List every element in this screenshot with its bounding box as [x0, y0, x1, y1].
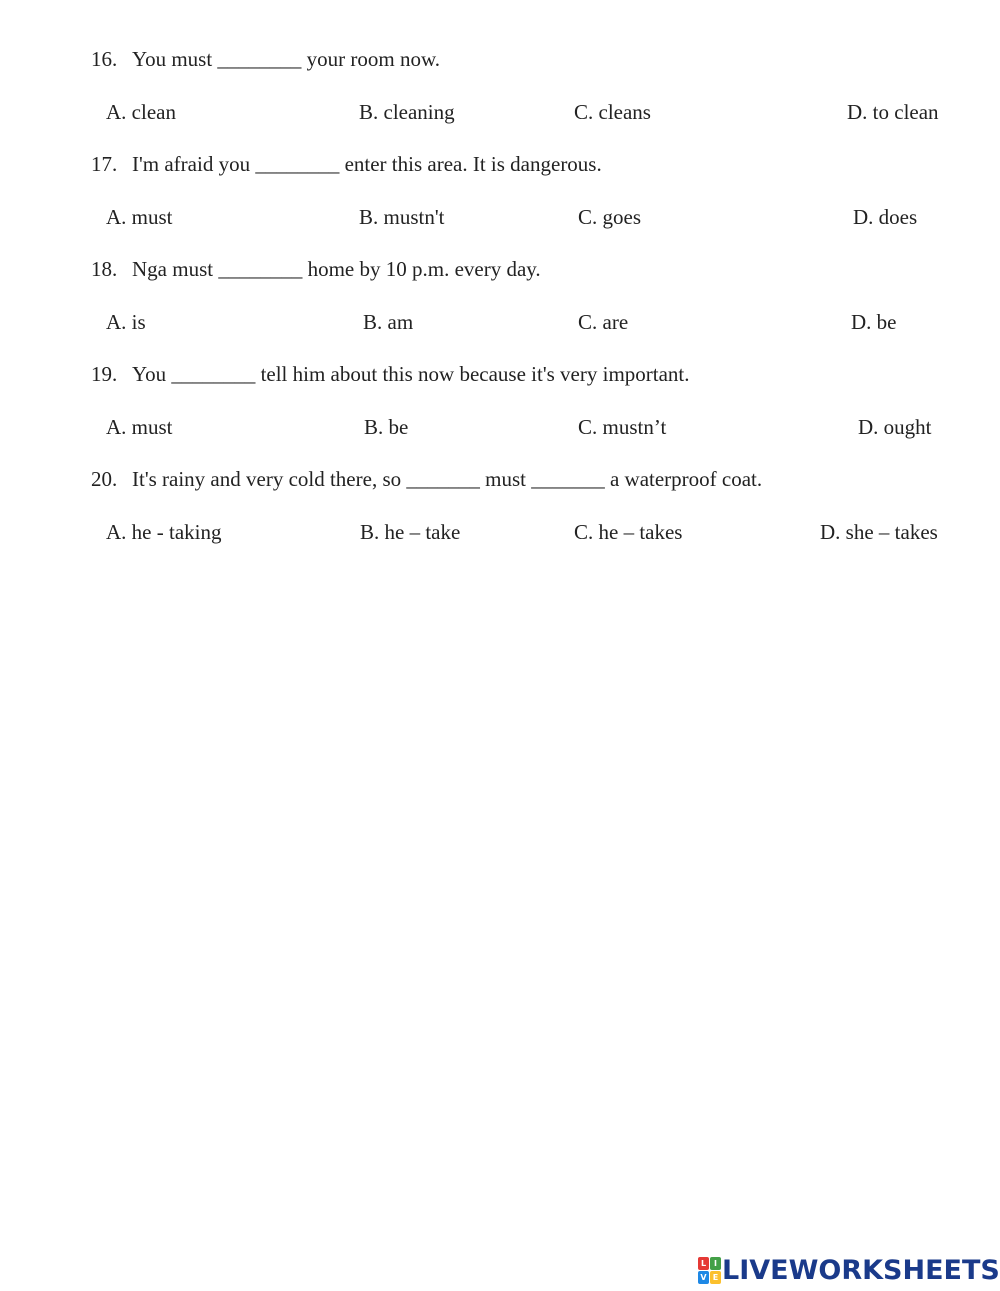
brand-letter-i: I: [710, 1257, 721, 1270]
question-17-number: 17.: [91, 152, 118, 176]
brand-wordmark: LIVEWORKSHEETS: [722, 1254, 1000, 1286]
q19-option-d[interactable]: D. ought: [858, 415, 932, 439]
q16-option-a[interactable]: A. clean: [106, 100, 176, 124]
q18-option-a[interactable]: A. is: [106, 310, 146, 334]
q19-option-c[interactable]: C. mustn’t: [578, 415, 667, 439]
q18-option-d[interactable]: D. be: [851, 310, 897, 334]
q16-option-d[interactable]: D. to clean: [847, 100, 939, 124]
question-18-number: 18.: [91, 257, 118, 281]
q17-option-a[interactable]: A. must: [106, 205, 173, 229]
q20-option-b[interactable]: B. he – take: [360, 520, 461, 544]
q18-option-c[interactable]: C. are: [578, 310, 629, 334]
question-18-text: Nga must ________ home by 10 p.m. every day.: [132, 257, 541, 281]
question-20-text: It's rainy and very cold there, so _______ must _______ a waterproof coat.: [132, 467, 763, 491]
liveworksheets-logo: [698, 1254, 1000, 1286]
q20-option-a[interactable]: A. he - taking: [106, 520, 222, 544]
q17-option-d[interactable]: D. does: [853, 205, 918, 229]
q17-option-b[interactable]: B. mustn't: [359, 205, 445, 229]
brand-letter-l: L: [698, 1257, 709, 1270]
q20-option-c[interactable]: C. he – takes: [574, 520, 683, 544]
question-16-text: You must ________ your room now.: [132, 47, 441, 71]
question-19-text: You ________ tell him about this now because it's very important.: [132, 362, 690, 386]
q19-option-b[interactable]: B. be: [364, 415, 409, 439]
brand-letter-v: V: [698, 1271, 709, 1284]
q16-option-c[interactable]: C. cleans: [574, 100, 651, 124]
question-20-number: 20.: [91, 467, 118, 491]
q19-option-a[interactable]: A. must: [106, 415, 173, 439]
question-16-number: 16.: [91, 47, 118, 71]
q17-option-c[interactable]: C. goes: [578, 205, 641, 229]
brand-mark-icon: [698, 1257, 720, 1283]
q18-option-b[interactable]: B. am: [363, 310, 414, 334]
question-17-text: I'm afraid you ________ enter this area. It is dangerous.: [132, 152, 602, 176]
brand-letter-e: E: [710, 1271, 721, 1284]
question-19-number: 19.: [91, 362, 118, 386]
q16-option-b[interactable]: B. cleaning: [359, 100, 455, 124]
q20-option-d[interactable]: D. she – takes: [820, 520, 938, 544]
